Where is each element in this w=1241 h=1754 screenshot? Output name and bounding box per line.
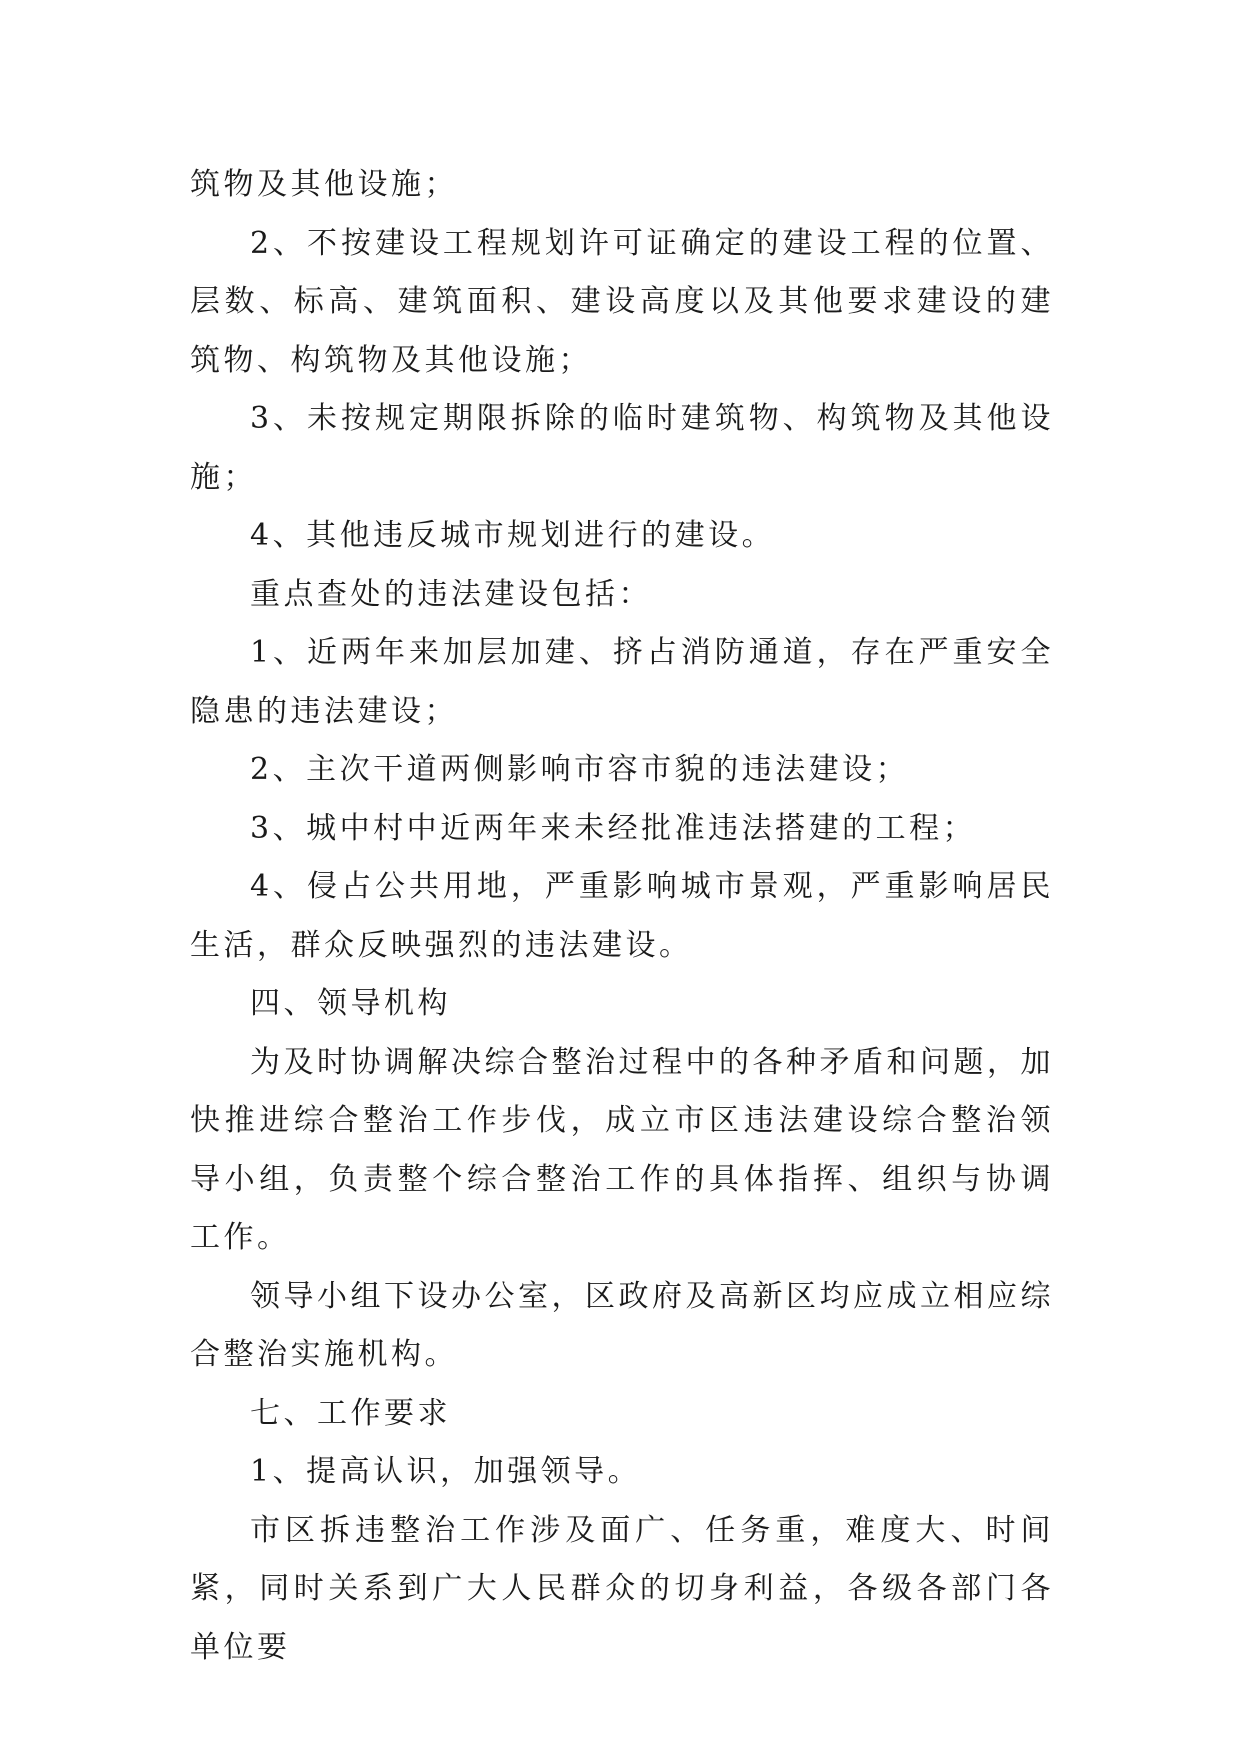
paragraph-15: 市区拆违整治工作涉及面广、任务重，难度大、时间紧，同时关系到广大人民群众的切身利益，各级各部门各单位要	[190, 1512, 1054, 1665]
document-body	[190, 156, 1054, 1677]
section-heading-requirements: 七、工作要求	[250, 1395, 451, 1431]
paragraph-11: 为及时协调解决综合整治过程中的各种矛盾和问题，加快推进综合整治工作步伐，成立市区违法建设综合整治领导小组，负责整个综合整治工作的具体指挥、组织与协调工作。	[190, 1044, 1054, 1255]
paragraph-1: 筑物及其他设施；	[190, 167, 458, 202]
paragraph-7: 2、主次干道两侧影响市容市貌的违法建设；	[250, 752, 910, 787]
paragraph-3: 3、未按规定期限拆除的临时建筑物、构筑物及其他设施；	[190, 401, 1054, 495]
paragraph-9: 4、侵占公共用地，严重影响城市景观，严重影响居民生活，群众反映强烈的违法建设。	[190, 869, 1054, 963]
section-heading-leadership: 四、领导机构	[250, 986, 451, 1021]
paragraph-4: 4、其他违反城市规划进行的建设。	[250, 518, 776, 553]
paragraph-14: 1、提高认识，加强领导。	[250, 1454, 642, 1489]
paragraph-8: 3、城中村中近两年来未经批准违法搭建的工程；	[250, 810, 977, 846]
paragraph-2: 2、不按建设工程规划许可证确定的建设工程的位置、层数、标高、建筑面积、建设高度以及其他要求建设的建筑物、构筑物及其他设施；	[190, 225, 1054, 378]
paragraph-12: 领导小组下设办公室，区政府及高新区均应成立相应综合整治实施机构。	[190, 1278, 1054, 1372]
paragraph-5: 重点查处的违法建设包括：	[250, 576, 652, 612]
paragraph-6: 1、近两年来加层加建、挤占消防通道，存在严重安全隐患的违法建设；	[190, 635, 1054, 729]
